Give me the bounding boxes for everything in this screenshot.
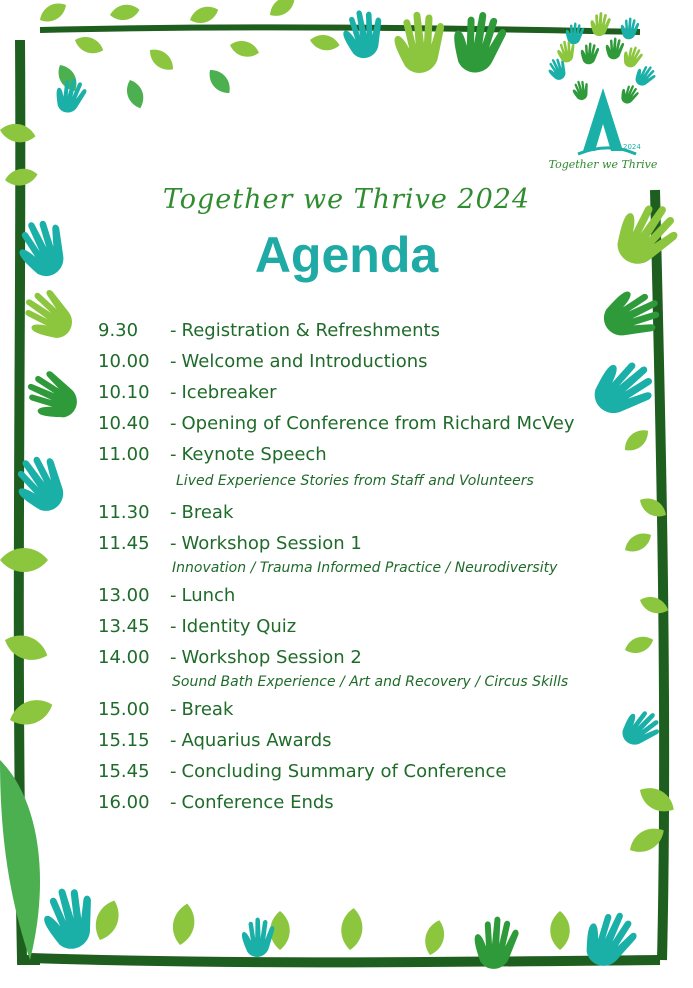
agenda-item (98, 317, 618, 348)
tree-of-hands-logo (528, 6, 678, 178)
agenda-label: Welcome and Introductions (181, 351, 428, 372)
agenda-separator: - (170, 647, 177, 668)
agenda-time: 10.00 (98, 351, 150, 372)
agenda-separator: - (170, 413, 177, 434)
agenda-item (98, 727, 618, 758)
agenda-time: 11.30 (98, 502, 150, 523)
agenda-item (98, 789, 618, 820)
agenda-detail: Lived Experience Stories from Staff and Volunteers (176, 473, 534, 489)
agenda-separator: - (170, 351, 177, 372)
agenda-label: Lunch (181, 585, 236, 606)
agenda-separator: - (170, 502, 177, 523)
agenda-detail: Innovation / Trauma Informed Practice / Neurodiversity (172, 560, 558, 576)
agenda-separator: - (170, 320, 177, 341)
agenda-time: 9.30 (98, 320, 139, 341)
agenda-separator: - (170, 585, 177, 606)
top-hands (53, 5, 389, 115)
agenda-label: Concluding Summary of Conference (181, 761, 507, 782)
agenda-label: Keynote Speech (181, 444, 327, 465)
agenda-label: Break (181, 502, 234, 523)
agenda-label: Icebreaker (181, 382, 277, 403)
agenda-item (98, 644, 618, 672)
agenda-item (98, 613, 618, 644)
logo-caption: Together we Thrive (548, 158, 658, 171)
agenda-label: Aquarius Awards (181, 730, 332, 751)
event-subtitle: Together we Thrive 2024 (162, 184, 531, 215)
agenda-item (98, 441, 618, 469)
top-leaves (36, 0, 341, 75)
agenda-time: 13.45 (98, 616, 150, 637)
agenda-time: 16.00 (98, 792, 150, 813)
agenda-item (98, 348, 618, 379)
agenda-list (98, 317, 618, 820)
right-leaves (620, 425, 678, 858)
agenda-time: 11.45 (98, 533, 150, 554)
agenda-item (98, 410, 618, 441)
agenda-time: 15.45 (98, 761, 150, 782)
agenda-time: 15.00 (98, 699, 150, 720)
agenda-label: Workshop Session 1 (181, 533, 362, 554)
agenda-label: Conference Ends (181, 792, 334, 813)
agenda-separator: - (170, 730, 177, 751)
agenda-label: Opening of Conference from Richard McVey (181, 413, 575, 434)
agenda-time: 10.40 (98, 413, 150, 434)
agenda-item (98, 530, 618, 558)
agenda-time: 14.00 (98, 647, 150, 668)
bottom-vine (30, 958, 660, 962)
agenda-separator: - (170, 533, 177, 554)
agenda-time: 13.00 (98, 585, 150, 606)
agenda-separator: - (170, 792, 177, 813)
agenda-label: Registration & Refreshments (181, 320, 440, 341)
agenda-label: Identity Quiz (181, 616, 297, 637)
agenda-separator: - (170, 761, 177, 782)
agenda-separator: - (170, 382, 177, 403)
agenda-item (98, 499, 618, 530)
agenda-item (98, 379, 618, 410)
agenda-separator: - (170, 699, 177, 720)
agenda-time: 11.00 (98, 444, 150, 465)
agenda-time: 15.15 (98, 730, 150, 751)
agenda-label: Break (181, 699, 234, 720)
agenda-separator: - (170, 444, 177, 465)
agenda-separator: - (170, 616, 177, 637)
agenda-detail: Sound Bath Experience / Art and Recovery / Circus Skills (172, 674, 569, 690)
logo-year: 2024 (623, 143, 641, 151)
agenda-item (98, 696, 618, 727)
agenda-item (98, 582, 618, 613)
agenda-label: Workshop Session 2 (181, 647, 362, 668)
page-title: Agenda (254, 227, 439, 283)
agenda-item (98, 758, 618, 789)
agenda-time: 10.10 (98, 382, 150, 403)
